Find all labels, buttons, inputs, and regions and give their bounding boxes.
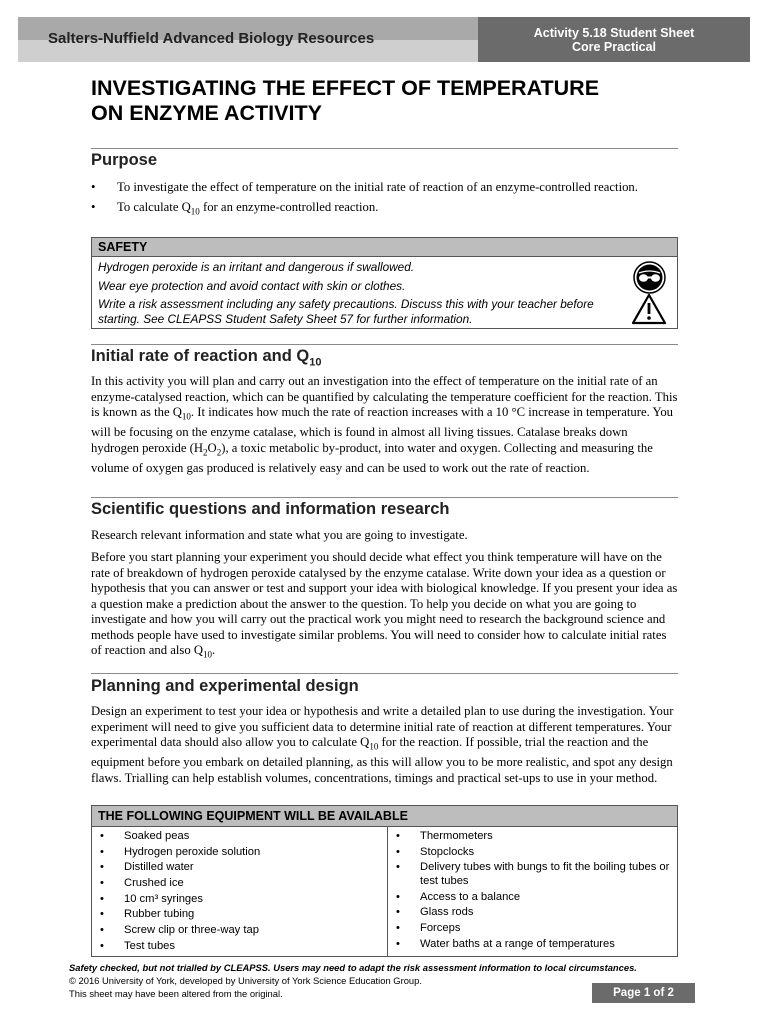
activity-number: Activity 5.18 Student Sheet (533, 26, 695, 40)
purpose-item: • To calculate $Q_{10}$ for an enzyme-controlled reaction. (91, 200, 678, 220)
section-divider (91, 148, 678, 149)
research-heading: Scientific questions and information research (91, 500, 450, 518)
equipment-item: • Crushed ice (98, 877, 381, 891)
activity-label-box (478, 17, 750, 62)
equipment-column-left (92, 827, 388, 956)
equipment-item: • Water baths at a range of temperatures (394, 938, 671, 952)
initial-rate-paragraph: In this activity you will plan and carry out an investigation into the effect of temperature on the initial rate of an enzyme-catalysed reaction, which can be quantified by calculating the temperature coefficient for the reaction. This is known as the $Q_{10}$. It indicates how much the rate of reaction increases with a 10 °C increase in temperature. You will be focusing on the enzyme catalase, which is found in almost all living tissues. Catalase breaks down hydrogen peroxide $(H_2O_2)$, a toxic metabolic by-product, into water and oxygen. Collecting and measuring the volume of oxygen gas produced is relatively easy and can be used to work out the rate of reaction. (91, 374, 678, 475)
equipment-column-right (388, 827, 677, 956)
planning-heading: Planning and experimental design (91, 677, 359, 695)
equipment-columns (92, 827, 677, 956)
series-title: Salters-Nuffield Advanced Biology Resources (48, 30, 375, 47)
research-paragraph-2: Before you start planning your experiment you should decide what effect you think temperature will have on the rate of breakdown of hydrogen peroxide catalysed by the enzyme catalase. Write down your idea as a question or hypothesis that you can answer or test and support your idea with biological knowledge. If you present your idea as a question make a prediction about the answer to the question. To help you decide on what you are going to investigate and how you will carry out the practical work you might need to research the background science and methods people have used to investigate similar problems. You will need to consider how to calculate initial rates of reaction and also $Q_{10}$. (91, 550, 678, 660)
equipment-item: • Glass rods (394, 906, 671, 920)
cleapss-note: Safety checked, but not trialled by CLEAPSS. Users may need to adapt the risk assessment information to local circumstances. (69, 962, 637, 973)
equipment-item: • Soaked peas (98, 830, 381, 844)
equipment-heading: THE FOLLOWING EQUIPMENT WILL BE AVAILABLE (92, 806, 677, 827)
purpose-item: • To investigate the effect of temperature on the initial rate of reaction of an enzyme-controlled reaction. (91, 180, 678, 196)
equipment-item: • Screw clip or three-way tap (98, 924, 381, 938)
equipment-box (91, 805, 678, 957)
equipment-item: • Stopclocks (394, 846, 671, 860)
page-title (91, 76, 691, 126)
eye-protection-icon (633, 261, 666, 294)
equipment-item: • Distilled water (98, 861, 381, 875)
research-paragraph-1: Research relevant information and state what you are going to investigate. (91, 528, 468, 542)
section-divider (91, 497, 678, 498)
purpose-heading: Purpose (91, 151, 158, 169)
initial-rate-heading: Initial rate of reaction and $Q_{10}$ (91, 347, 322, 369)
section-divider (91, 673, 678, 674)
planning-paragraph: Design an experiment to test your idea or hypothesis and write a detailed plan to use during the investigation. Your experiment will need to give you sufficient data to determine initial rate of reaction at different temperatures. Your experimental data should also allow you to calculate $Q_{10}$ for the reaction. If possible, trial the reaction and the equipment before you embark on detailed planning, as this will allow you to be more realistic, and spot any design flaws. Trialling can help establish volumes, concentrations, timings and practical set-ups to use in your method. (91, 704, 674, 785)
page-title-line2: ON ENZYME ACTIVITY (91, 101, 322, 125)
equipment-item: • Access to a balance (394, 891, 671, 905)
altered-notice: This sheet may have been altered from the original. (69, 987, 283, 999)
safety-line: Write a risk assessment including any safety precautions. Discuss this with your teacher before starting. See CLEAPSS Student Safety Sheet 57 for further information. (98, 297, 594, 326)
equipment-item: • Hydrogen peroxide solution (98, 846, 381, 860)
safety-line: Hydrogen peroxide is an irritant and dangerous if swallowed. (98, 260, 415, 274)
equipment-item: • Thermometers (394, 830, 671, 844)
equipment-item: • 10 cm³ syringes (98, 893, 381, 907)
activity-type: Core Practical (571, 40, 657, 54)
equipment-item: • Rubber tubing (98, 908, 381, 922)
copyright-block (69, 975, 422, 1000)
page-number: Page 1 of 2 (592, 983, 695, 1003)
purpose-list (91, 180, 678, 224)
safety-heading: SAFETY (92, 238, 677, 257)
warning-icon (631, 293, 667, 325)
equipment-item: • Test tubes (98, 940, 381, 954)
safety-line: Wear eye protection and avoid contact with skin or clothes. (98, 278, 406, 293)
equipment-item: • Delivery tubes with bungs to fit the boiling tubes or test tubes (394, 861, 671, 888)
safety-text (92, 257, 612, 333)
copyright-line: © 2016 University of York, developed by University of York Science Education Group. (69, 975, 422, 986)
section-divider (91, 344, 678, 345)
safety-box (91, 237, 678, 329)
equipment-item: • Forceps (394, 922, 671, 936)
page-title-line1: INVESTIGATING THE EFFECT OF TEMPERATURE (91, 76, 600, 100)
